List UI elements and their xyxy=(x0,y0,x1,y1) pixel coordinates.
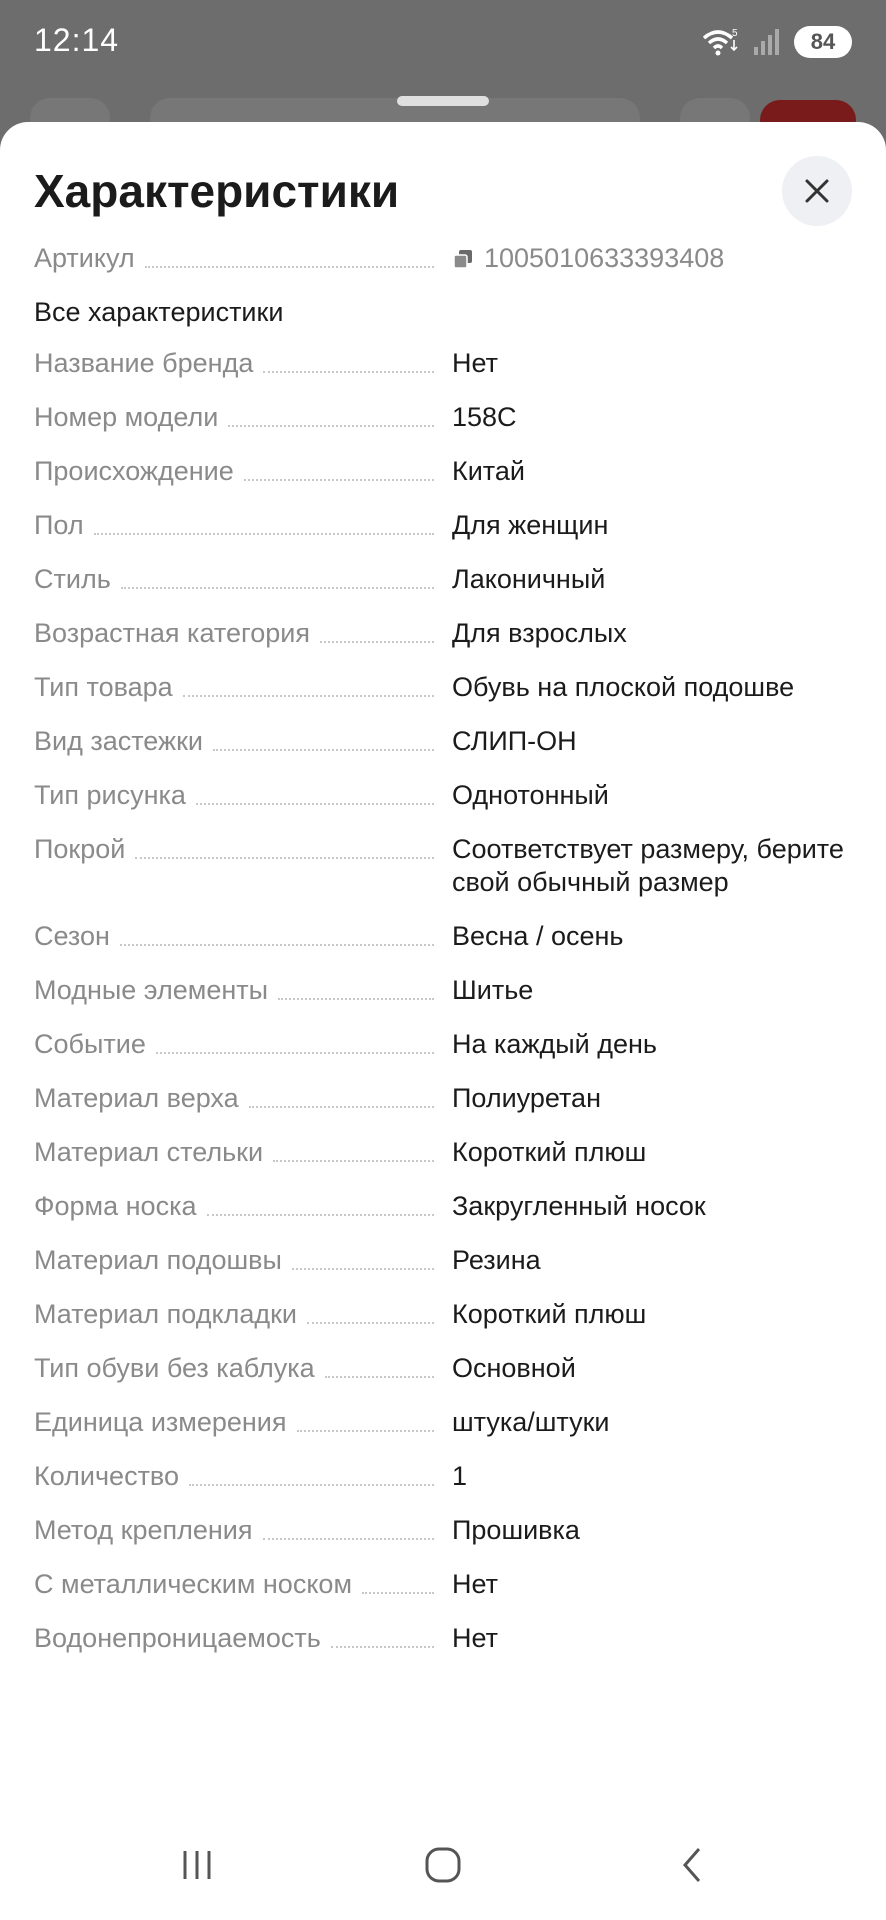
characteristic-row xyxy=(34,833,852,899)
characteristic-row xyxy=(34,1136,852,1169)
dot-leader xyxy=(207,1190,435,1216)
dot-leader xyxy=(228,401,434,427)
characteristic-row xyxy=(34,974,852,1007)
characteristic-value: Весна / осень xyxy=(452,921,624,951)
status-icons xyxy=(700,22,852,62)
dot-leader xyxy=(94,509,434,535)
dot-leader xyxy=(331,1622,434,1648)
dot-leader xyxy=(196,779,434,805)
characteristic-value: Основной xyxy=(452,1353,576,1383)
dot-leader xyxy=(325,1352,434,1378)
characteristic-value: Китай xyxy=(452,456,525,486)
characteristic-label: Происхождение xyxy=(34,456,234,486)
dot-leader xyxy=(135,833,434,859)
dot-leader xyxy=(320,617,434,643)
dot-leader xyxy=(121,563,434,589)
characteristics-sheet xyxy=(0,122,886,1920)
characteristic-value: Лаконичный xyxy=(452,564,606,594)
characteristic-value: штука/штуки xyxy=(452,1407,610,1437)
characteristic-label: Тип товара xyxy=(34,672,173,702)
section-title: Все характеристики xyxy=(34,297,284,327)
characteristic-row xyxy=(34,671,852,704)
recent-apps-icon xyxy=(177,1845,217,1885)
characteristic-value: Короткий плюш xyxy=(452,1299,647,1329)
characteristic-label: Название бренда xyxy=(34,348,254,378)
characteristic-value: СЛИП-ОН xyxy=(452,726,577,756)
sheet-drag-handle[interactable] xyxy=(397,96,489,106)
battery-indicator: 84 xyxy=(794,26,852,58)
characteristic-row xyxy=(34,1190,852,1223)
characteristic-value: Нет xyxy=(452,1623,498,1653)
dot-leader xyxy=(156,1028,434,1054)
dot-leader xyxy=(249,1082,434,1108)
characteristic-row xyxy=(34,725,852,758)
characteristic-label: Пол xyxy=(34,510,84,540)
characteristic-row xyxy=(34,1298,852,1331)
close-button[interactable] xyxy=(782,156,852,226)
characteristic-value: Нет xyxy=(452,1569,498,1599)
copy-icon[interactable] xyxy=(452,248,474,270)
characteristic-label: Водонепроницаемость xyxy=(34,1623,321,1653)
characteristic-label: Стиль xyxy=(34,564,111,594)
characteristic-row xyxy=(34,1460,852,1493)
dot-leader xyxy=(297,1406,434,1432)
characteristic-row xyxy=(34,1622,852,1655)
recent-apps-button[interactable] xyxy=(172,1840,222,1890)
dot-leader xyxy=(362,1568,434,1594)
dot-leader xyxy=(213,725,434,751)
characteristic-row xyxy=(34,1568,852,1601)
characteristic-row xyxy=(34,509,852,542)
characteristic-label: Номер модели xyxy=(34,402,219,432)
dot-leader xyxy=(189,1460,434,1486)
dot-leader xyxy=(183,671,434,697)
dot-leader xyxy=(263,347,434,373)
characteristic-value: Обувь на плоской подошве xyxy=(452,672,795,702)
characteristic-label: Тип рисунка xyxy=(34,780,186,810)
dot-leader xyxy=(307,1298,434,1324)
characteristic-label: Материал верха xyxy=(34,1083,239,1113)
wifi-icon xyxy=(700,26,740,58)
characteristic-value: 158C xyxy=(452,402,517,432)
characteristic-label: Материал стельки xyxy=(34,1137,264,1167)
dot-leader xyxy=(244,455,434,481)
characteristic-value: Для женщин xyxy=(452,510,609,540)
characteristic-label: Возрастная категория xyxy=(34,618,310,648)
characteristic-value: Полиуретан xyxy=(452,1083,601,1113)
signal-icon xyxy=(752,27,782,57)
characteristic-row xyxy=(34,617,852,650)
characteristic-row xyxy=(34,920,852,953)
dot-leader xyxy=(145,242,434,268)
characteristic-label: Форма носка xyxy=(34,1191,197,1221)
article-label: Артикул xyxy=(34,243,135,273)
dot-leader xyxy=(292,1244,434,1270)
characteristic-row xyxy=(34,401,852,434)
characteristic-row xyxy=(34,1406,852,1439)
home-icon xyxy=(423,1845,463,1885)
characteristic-label: Материал подошвы xyxy=(34,1245,282,1275)
wifi-badge: 5 xyxy=(732,28,738,39)
characteristic-row xyxy=(34,347,852,380)
characteristic-row xyxy=(34,1514,852,1547)
article-row xyxy=(34,242,852,275)
characteristic-row xyxy=(34,1028,852,1061)
characteristic-value: Нет xyxy=(452,348,498,378)
characteristic-label: Тип обуви без каблука xyxy=(34,1353,315,1383)
characteristic-row xyxy=(34,1082,852,1115)
characteristics-items xyxy=(34,347,852,1655)
characteristic-label: Модные элементы xyxy=(34,975,269,1005)
characteristic-value: 1 xyxy=(452,1461,468,1491)
characteristic-row xyxy=(34,455,852,488)
characteristic-value: Короткий плюш xyxy=(452,1137,647,1167)
article-value[interactable] xyxy=(452,242,852,275)
dot-leader xyxy=(120,920,434,946)
characteristic-label: С металлическим носком xyxy=(34,1569,353,1599)
characteristic-label: Вид застежки xyxy=(34,726,203,756)
characteristic-value: Шитье xyxy=(452,975,534,1005)
characteristics-list xyxy=(34,242,852,1676)
back-icon xyxy=(673,1845,713,1885)
characteristic-value: Закругленный носок xyxy=(452,1191,706,1221)
characteristic-label: Событие xyxy=(34,1029,146,1059)
characteristic-label: Метод крепления xyxy=(34,1515,253,1545)
status-time: 12:14 xyxy=(34,22,120,58)
characteristic-label: Сезон xyxy=(34,921,110,951)
characteristic-label: Количество xyxy=(34,1461,179,1491)
characteristic-value: На каждый день xyxy=(452,1029,657,1059)
sheet-title: Характеристики xyxy=(34,165,400,217)
dot-leader xyxy=(278,974,434,1000)
characteristic-label: Материал подкладки xyxy=(34,1299,297,1329)
characteristic-value: Прошивка xyxy=(452,1515,580,1545)
status-bar xyxy=(0,0,886,90)
characteristic-value: Для взрослых xyxy=(452,618,627,648)
back-button[interactable] xyxy=(668,1840,718,1890)
characteristic-value: Резина xyxy=(452,1245,541,1275)
characteristic-row xyxy=(34,563,852,596)
characteristic-value: Однотонный xyxy=(452,780,609,810)
dot-leader xyxy=(273,1136,434,1162)
characteristic-row xyxy=(34,1352,852,1385)
system-nav-bar xyxy=(0,1800,886,1920)
characteristic-value: Соответствует размеру, берите свой обычный размер xyxy=(452,834,844,897)
characteristic-label: Единица измерения xyxy=(34,1407,287,1437)
close-icon xyxy=(802,176,832,206)
characteristic-row xyxy=(34,1244,852,1277)
article-number: 1005010633393408 xyxy=(484,243,725,273)
dot-leader xyxy=(263,1514,434,1540)
characteristic-label: Покрой xyxy=(34,834,126,864)
characteristic-row xyxy=(34,779,852,812)
home-button[interactable] xyxy=(418,1840,468,1890)
